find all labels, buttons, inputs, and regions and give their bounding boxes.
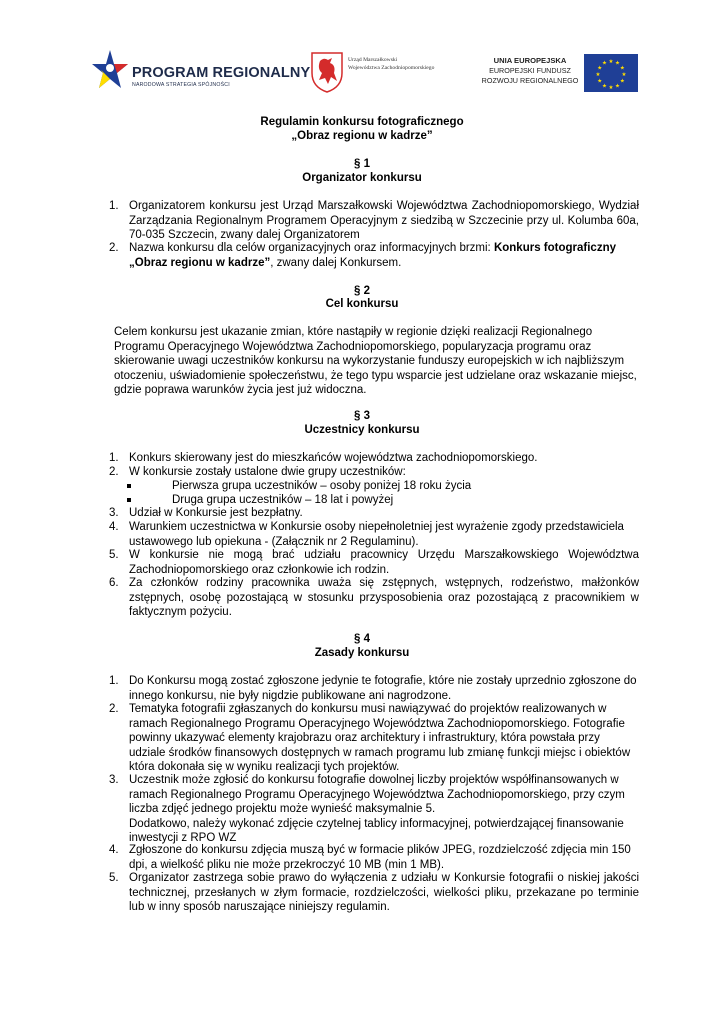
- eu-line2: EUROPEJSKI FUNDUSZ: [489, 66, 571, 75]
- list-item: 2. W konkursie zostały ustalone dwie grupy uczestników:: [109, 465, 639, 480]
- list-item: 1. Konkurs skierowany jest do mieszkańców województwa zachodniopomorskiego.: [109, 451, 639, 466]
- eu-flag-icon: [584, 54, 638, 92]
- item-text: W konkursie zostały ustalone dwie grupy uczestników:: [129, 466, 406, 478]
- bullet-square-icon: [127, 498, 131, 502]
- item-text: Tematyka fotografii zgłaszanych do konkursu musi nawiązywać do projektów realizowanych w ramach Regionalnego Programu Operacyjnego Województwa Zachodniopomorskiego. Fotografie powinny ukazywać elementy krajobrazu oraz architektury i infrastruktury, która powstała przy udziale środków finansowych dostępnych w ramach programu lub zmianę funkcji miejsc i obiektów która dokonała się w wyniku realizacji tych projektów.: [129, 703, 631, 773]
- document-subtitle: „Obraz regionu w kadrze”: [291, 130, 433, 142]
- svg-text:★: ★: [608, 59, 614, 65]
- list-item: [109, 199, 639, 243]
- list-item: 1. Do Konkursu mogą zostać zgłoszone jedynie te fotografie, które nie zostały uprzednio zgłoszone do innego konkursu, nie były nigdzie publikowane ani nagrodzone.: [109, 674, 639, 703]
- program-title: PROGRAM REGIONALNY: [132, 65, 311, 81]
- bullet-item: Pierwsza grupa uczestników – osoby poniżej 18 roku życia: [127, 479, 627, 494]
- bullet-item: Druga grupa uczestników – 18 lat i powyżej: [127, 493, 627, 508]
- list-item: 4. Warunkiem uczestnictwa w Konkursie osoby niepełnoletniej jest wyrażenie zgody przedstawiciela ustawowego lub opiekuna - (Załącznik nr 2 Regulaminu).: [109, 520, 639, 549]
- item-text: Udział w Konkursie jest bezpłatny.: [129, 507, 303, 519]
- program-regionalny-star-icon: [90, 48, 130, 96]
- item-text: Organizator zastrzega sobie prawo do wyłączenia z udziału w Konkursie fotografii o niskiej jakości technicznej, przesłanych w złym formacie, rozdzielczości, wielkości pliku, przekazane po terminie lub w inny sposób naruszające niniejszy regulamin.: [129, 872, 639, 913]
- item-text: Nazwa konkursu dla celów organizacyjnych oraz informacyjnych brzmi: Konkurs fotograficzny „Obraz regionu w kadrze”, zwany dalej Konkursem.: [129, 242, 616, 269]
- svg-text:★: ★: [597, 65, 603, 72]
- item-text: Uczestnik może zgłosić do konkursu fotografie dowolnej liczby projektów współfinansowanych w ramach Regionalnego Programu Operacyjnego Województwa Zachodniopomorskiego, przy czym liczba zdjęć jednego projektu może wynieść maksymalnie 5.: [129, 774, 625, 815]
- section2-heading: Cel konkursu: [325, 298, 399, 310]
- item-text: Do Konkursu mogą zostać zgłoszone jedynie te fotografie, które nie zostały uprzednio zgłoszone do innego konkursu, nie były nigdzie publikowane ani nagrodzone.: [129, 675, 637, 702]
- bullet-square-icon: [127, 484, 131, 488]
- item-text: Konkurs skierowany jest do mieszkańców województwa zachodniopomorskiego.: [129, 452, 538, 464]
- svg-text:★: ★: [602, 60, 607, 67]
- section1-heading: Organizator konkursu: [302, 172, 422, 184]
- item-number: 1.: [109, 200, 119, 212]
- svg-text:★: ★: [615, 83, 620, 90]
- list-item: 2. Tematyka fotografii zgłaszanych do konkursu musi nawiązywać do projektów realizowanych w ramach Regionalnego Programu Operacyjnego Województwa Zachodniopomorskiego. Fotografie powinny ukazywać elementy krajobrazu oraz architektury i infrastruktury, która powstała przy udziale środków finansowych dostępnych w ramach programu lub zmianę funkcji miejsc i obiektów która dokonała się w wyniku realizacji tych projektów.: [109, 702, 639, 775]
- section3-heading: Uczestnicy konkursu: [304, 424, 420, 436]
- section1-number: § 1: [354, 158, 370, 170]
- svg-text:★: ★: [619, 78, 625, 85]
- svg-text:★: ★: [595, 72, 601, 78]
- document-title: Regulamin konkursu fotograficznego: [260, 116, 464, 128]
- program-subtitle: NARODOWA STRATEGIA SPÓJNOŚCI: [132, 82, 230, 88]
- svg-text:★: ★: [608, 85, 614, 91]
- list-item: 5. W konkursie nie mogą brać udziału pracownicy Urzędu Marszałkowskiego Województwa Zachodniopomorskiego oraz członkowie ich rodzin.: [109, 549, 639, 576]
- item-number: 2.: [109, 242, 119, 254]
- svg-text:★: ★: [602, 83, 607, 90]
- svg-text:★: ★: [597, 78, 603, 85]
- list-item: 3. Udział w Konkursie jest bezpłatny.: [109, 506, 639, 521]
- section2-paragraph: Celem konkursu jest ukazanie zmian, które nastąpiły w regionie dzięki realizacji Regionalnego Programu Operacyjnego Województwa Zachodniopomorskiego, popularyzacja programu oraz skierowanie uwagi uczestników konkursu na wykorzystanie funduszy europejskich w ich najbliższym otoczeniu, uświadomienie społeczeństwu, że tego typu wsparcie jest udzielane oraz wskazanie miejsc, gdzie poprawa warunków życia jest już widoczna.: [114, 326, 637, 396]
- eu-logo: [478, 54, 638, 102]
- list-item: 3. Uczestnik może zgłosić do konkursu fotografie dowolnej liczby projektów współfinansowanych w ramach Regionalnego Programu Operacyjnego Województwa Zachodniopomorskiego, przy czym liczba zdjęć jednego projektu może wynieść maksymalnie 5. Dodatkowo, należy wykonać zdjęcie czytelnej tablicy informacyjnej, potwierdzającej finansowanie inwestycji z RPO WZ: [109, 773, 639, 846]
- section3-number: § 3: [354, 410, 370, 422]
- item-extra-text: Dodatkowo, należy wykonać zdjęcie czytelnej tablicy informacyjnej, potwierdzającej finansowanie inwestycji z RPO WZ: [129, 817, 624, 844]
- item-text: W konkursie nie mogą brać udziału pracownicy Urzędu Marszałkowskiego Województwa Zachodniopomorskiego oraz członkowie ich rodzin.: [129, 549, 639, 576]
- list-item: 6. Za członków rodziny pracownika uważa się zstępnych, wstępnych, rodzeństwo, małżonków zstępnych, osobę pozostającą w stosunku przysposobienia oraz pozostającą z pracownikiem w faktycznym pożyciu.: [109, 577, 639, 618]
- item-text: Warunkiem uczestnictwa w Konkursie osoby niepełnoletniej jest wyrażenie zgody przedstawiciela ustawowego lub opiekuna - (Załącznik nr 2 Regulaminu).: [129, 521, 624, 548]
- office-line2: Województwa Zachodniopomorskiego: [348, 65, 435, 71]
- svg-text:★: ★: [621, 72, 627, 78]
- griffin-coat-of-arms-icon: [310, 51, 344, 93]
- eu-text: [478, 56, 582, 86]
- svg-text:★: ★: [615, 60, 620, 67]
- eu-line1: UNIA EUROPEJSKA: [493, 56, 567, 65]
- marshal-office-logo: [310, 51, 460, 97]
- item-text: Organizatorem konkursu jest Urząd Marszałkowski Województwa Zachodniopomorskiego, Wydział Zarządzania Regionalnym Programem Operacyjnym z siedzibą w Szczecinie przy ul. Kolumba 60a, 70-035 Szczecin, zwany dalej Organizatorem: [129, 200, 639, 241]
- svg-text:★: ★: [619, 65, 625, 72]
- list-item: 4. Zgłoszone do konkursu zdjęcia muszą być w formacie plików JPEG, rozdzielczość zdjęcia min 150 dpi, a wielkość pliku nie może przekroczyć 10 MB (min 1 MB).: [109, 843, 639, 872]
- eu-line3: ROZWOJU REGIONALNEGO: [481, 76, 579, 85]
- section4-heading: Zasady konkursu: [314, 647, 410, 659]
- list-item: 5. Organizator zastrzega sobie prawo do wyłączenia z udziału w Konkursie fotografii o niskiej jakości technicznej, przesłanych w złym formacie, rozdzielczości, wielkości pliku, przekazane po terminie lub w inny sposób naruszające niniejszy regulamin.: [109, 872, 639, 913]
- office-line1: Urząd Marszałkowski: [348, 57, 398, 63]
- section4-number: § 4: [354, 633, 370, 645]
- item-text: Za członków rodziny pracownika uważa się zstępnych, wstępnych, rodzeństwo, małżonków zstępnych, osobę pozostającą w stosunku przysposobienia oraz pozostającą z pracownikiem w faktycznym pożyciu.: [129, 577, 639, 618]
- program-regionalny-logo: [90, 48, 311, 98]
- list-item: [109, 241, 639, 270]
- section2-number: § 2: [354, 285, 370, 297]
- item-text: Zgłoszone do konkursu zdjęcia muszą być w formacie plików JPEG, rozdzielczość zdjęcia min 150 dpi, a wielkość pliku nie może przekroczyć 10 MB (min 1 MB).: [129, 844, 631, 871]
